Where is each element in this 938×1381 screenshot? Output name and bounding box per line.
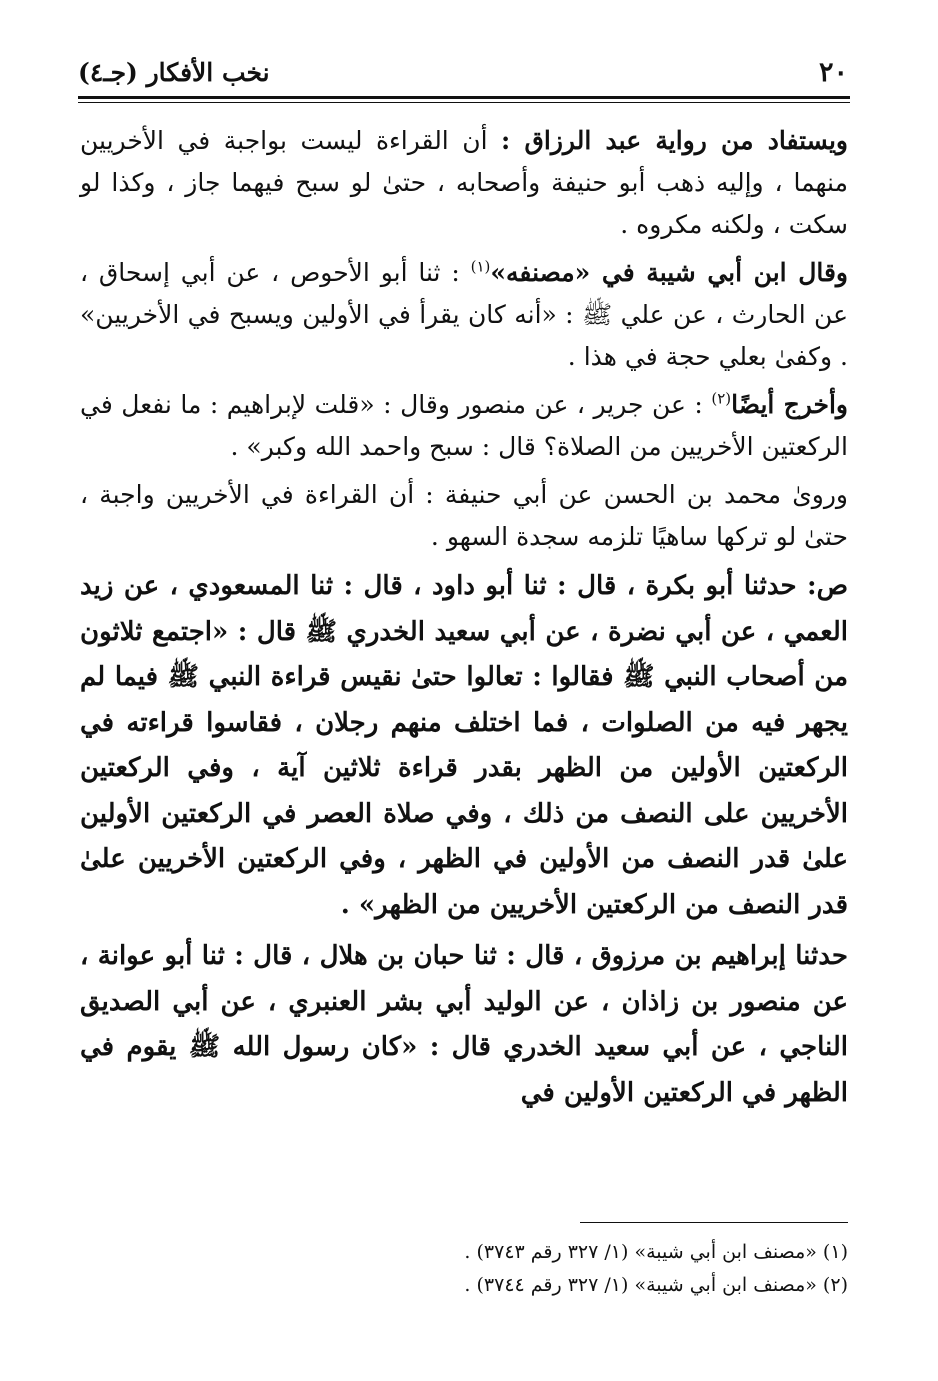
paragraph-lead: ويستفاد من رواية عبد الرزاق : [501,126,848,155]
header-rule [78,96,850,99]
paragraph-lead: وقال ابن أبي شيبة في «مصنفه» [490,258,849,287]
main-text [80,120,848,1122]
header-rule-thin [78,102,850,103]
hadith-paragraph: حدثنا إبراهيم بن مرزوق ، قال : ثنا حبان بن هلال ، قال : ثنا أبو عوانة ، عن منصور بن زاذان ، عن الوليد أبي بشر العنبري ، عن أبي الصديق الناجي ، عن أبي سعيد الخدري قال : «كان رسول الله ﷺ يقوم في الظهر في الركعتين الأولين في [80,941,848,1108]
paragraph-lead: وأخرج أيضًا [731,390,848,419]
footnote-marker[interactable]: (٢) [711,389,732,408]
footnote-separator [580,1222,848,1223]
paragraph [80,120,848,246]
paragraph-text: : عن جرير ، عن منصور وقال : «قلت لإبراهيم : ما نفعل في الركعتين الأخريين من الصلاة؟ قال : سبح واحمد الله وكبر» . [80,390,848,461]
footnotes [380,1236,848,1302]
footnote: (١) «مصنف ابن أبي شيبة» (١/ ٣٢٧ رقم ٣٧٤٣) . [464,1241,848,1263]
paragraph [80,474,848,558]
paragraph-text: وروىٰ محمد بن الحسن عن أبي حنيفة : أن القراءة في الأخريين واجبة ، حتىٰ لو تركها ساهيًا تلزمه سجدة السهو . [80,480,848,551]
page-number: ٢٠ [818,56,848,88]
paragraph [80,252,848,378]
footnote: (٢) «مصنف ابن أبي شيبة» (١/ ٣٢٧ رقم ٣٧٤٤) . [464,1274,848,1296]
footnote-marker[interactable]: (١) [470,257,491,276]
paragraph-text: : ثنا أبو الأحوص ، عن أبي إسحاق ، عن الحارث ، عن علي ﷺ : «أنه كان يقرأ في الأولين ويسبح في الأخريين» . وكفىٰ بعلي حجة في هذا . [80,258,848,371]
running-title: نخب الأفكار (جـ٤) [78,57,270,87]
hadith-paragraph: ص: حدثنا أبو بكرة ، قال : ثنا أبو داود ، قال : ثنا المسعودي ، عن زيد العمي ، عن أبي نضرة ، عن أبي سعيد الخدري ﷺ قال : «اجتمع ثلاثون من أصحاب النبي ﷺ فقالوا : تعالوا حتىٰ نقيس قراءة النبي ﷺ فيما لم يجهر فيه من الصلوات ، فما اختلف منهم رجلان ، فقاسوا قراءته في الركعتين الأولين من الظهر بقدر قراءة ثلاثين آية ، وفي الركعتين الأخريين على النصف من ذلك ، وفي صلاة العصر في الركعتين الأولين علىٰ قدر النصف من الأولين في الظهر ، وفي الركعتين الأخريين علىٰ قدر النصف من الركعتين الأخريين من الظهر» . [80,571,848,920]
paragraph [80,384,848,468]
paragraph-text: أن القراءة ليست بواجبة في الأخريين منهما ، وإليه ذهب أبو حنيفة وأصحابه ، حتىٰ لو سبح فيهما جاز ، وكذا لو سكت ، ولكنه مكروه . [80,126,848,239]
page-header [78,52,848,92]
